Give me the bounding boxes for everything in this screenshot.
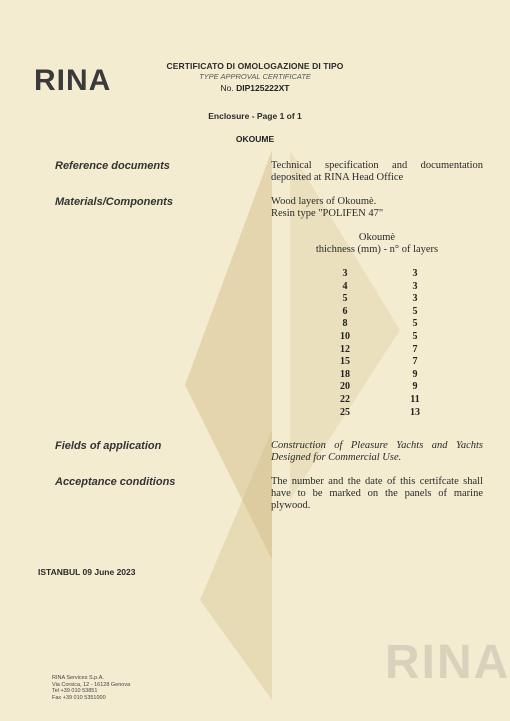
place-date: ISTANBUL 09 June 2023 <box>38 567 136 577</box>
acceptance-value: The number and the date of this certifcate shall have to be marked on the panels of marine plywood. <box>271 476 483 511</box>
thickness-cell: 10 <box>340 330 350 342</box>
table-title: Okoumè <box>358 232 396 243</box>
materials-line-2: Resin type "POLIFEN 47" <box>271 208 384 219</box>
layers-table <box>330 268 430 419</box>
footer-fax: Fax +39 010 5351000 <box>52 694 106 701</box>
layers-cell: 7 <box>412 343 418 355</box>
layers-cell: 5 <box>412 330 418 342</box>
thickness-cell: 4 <box>342 280 348 292</box>
watermark-logo-text: RINA <box>385 636 510 689</box>
certificate-title: CERTIFICATO DI OMOLOGAZIONE DI TIPO <box>166 61 344 71</box>
layers-cell: 13 <box>410 406 420 418</box>
table-row <box>330 318 430 331</box>
materials-label: Materials/Components <box>55 196 173 208</box>
thickness-cell: 8 <box>342 318 348 330</box>
certificate-number-line <box>150 83 360 93</box>
footer-tel: Tel +39 010 53851 <box>52 688 98 694</box>
table-row <box>330 306 430 319</box>
table-row <box>330 293 430 306</box>
layers-cell: 9 <box>412 381 418 393</box>
footer-address <box>52 675 130 701</box>
table-row <box>330 281 430 294</box>
layers-cell: 5 <box>412 318 418 330</box>
fields-value: Construction of Pleasure Yachts and Yachts Designed for Commercial Use. <box>271 440 483 463</box>
table-row <box>330 268 430 281</box>
certificate-subtitle: TYPE APPROVAL CERTIFICATE <box>199 72 311 81</box>
layers-cell: 11 <box>410 393 420 405</box>
table-row <box>330 356 430 369</box>
table-subtitle: thichness (mm) - n° of layers <box>315 244 439 255</box>
thickness-cell: 25 <box>340 406 350 418</box>
certificate-header <box>150 61 360 93</box>
footer-address-line: Via Corsica, 12 - 16128 Genova <box>52 681 131 688</box>
footer-company: RINA Services S.p.A. <box>52 675 104 681</box>
table-row <box>330 331 430 344</box>
layers-cell: 5 <box>412 305 418 317</box>
layers-cell: 3 <box>412 293 418 305</box>
table-row <box>330 344 430 357</box>
thickness-cell: 5 <box>342 293 348 305</box>
layers-cell: 7 <box>412 356 418 368</box>
certificate-number: DIP125222XT <box>236 83 290 93</box>
thickness-cell: 15 <box>340 356 350 368</box>
thickness-cell: 18 <box>340 368 350 380</box>
thickness-cell: 3 <box>342 268 348 279</box>
layers-cell: 3 <box>412 268 418 279</box>
reference-documents-value: Technical specification and documentation deposited at RINA Head Office <box>271 160 483 183</box>
thickness-cell: 12 <box>340 343 350 355</box>
reference-documents-label: Reference documents <box>55 160 170 172</box>
materials-value <box>271 196 483 220</box>
materials-line-1: Wood layers of Okoumè. <box>271 196 377 207</box>
fields-label: Fields of application <box>55 440 162 452</box>
thickness-cell: 20 <box>340 381 350 393</box>
acceptance-label: Acceptance conditions <box>55 476 176 488</box>
layers-cell: 9 <box>412 368 418 380</box>
table-row <box>330 394 430 407</box>
product-name: OKOUME <box>235 134 275 144</box>
logo-text: RINA <box>34 64 112 97</box>
table-row <box>330 369 430 382</box>
thickness-cell: 22 <box>340 393 350 405</box>
table-row <box>330 407 430 420</box>
thickness-cell: 6 <box>342 305 348 317</box>
layers-cell: 3 <box>412 280 418 292</box>
enclosure-page: Enclosure - Page 1 of 1 <box>208 111 302 121</box>
table-row <box>330 381 430 394</box>
rina-watermark-logo <box>385 635 510 690</box>
number-prefix: No. <box>220 83 234 93</box>
rina-logo <box>34 64 111 98</box>
